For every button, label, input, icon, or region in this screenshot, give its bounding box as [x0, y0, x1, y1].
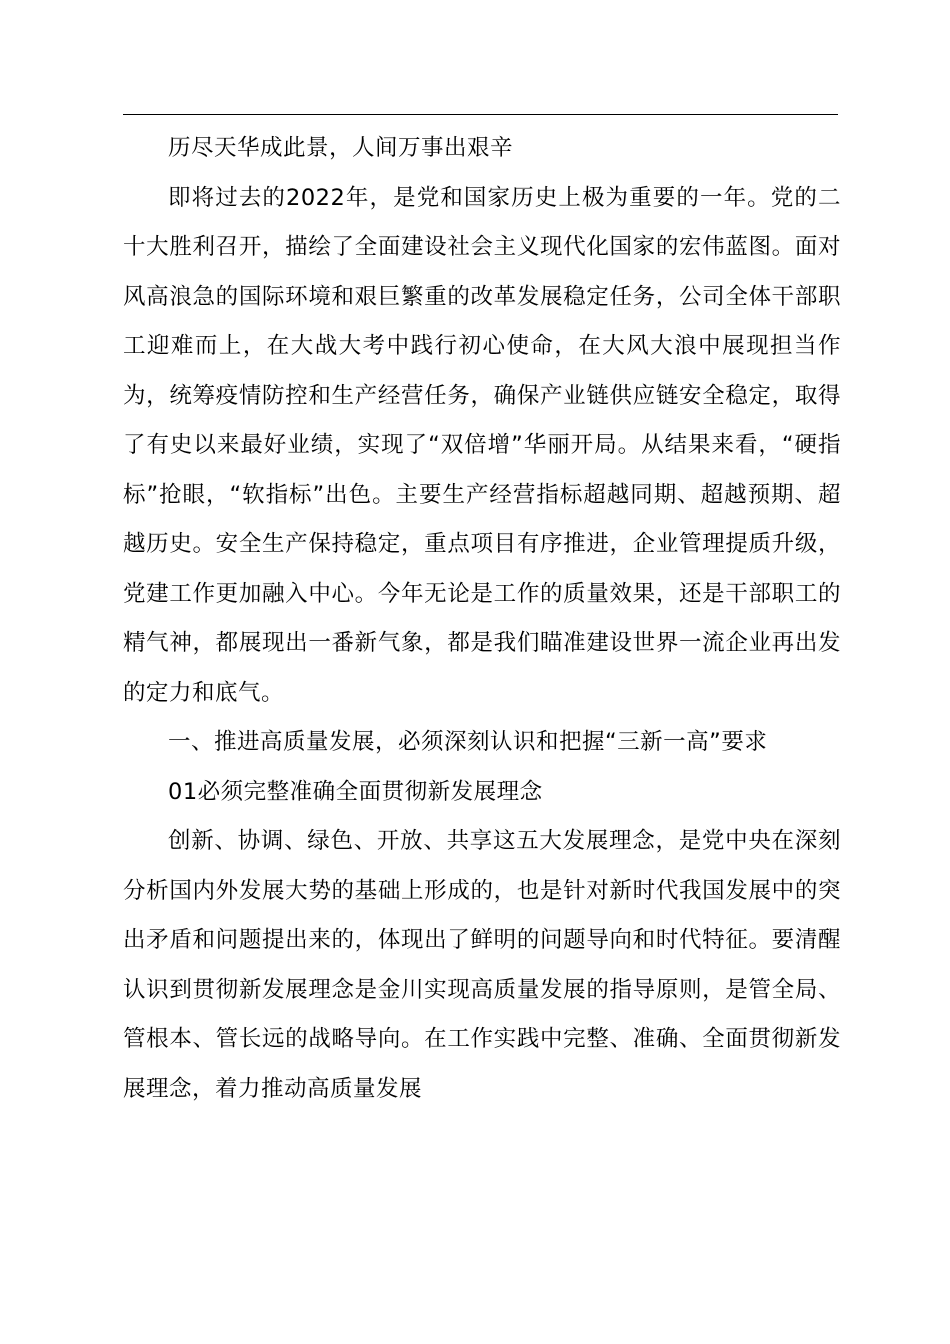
subsection-title: 01必须完整准确全面贯彻新发展理念 [168, 778, 543, 805]
header-rule [123, 114, 838, 115]
document-body [123, 124, 841, 1114]
subsection-heading: 一、推进高质量发展，必须深刻认识和把握“三新一高”要求 [168, 729, 768, 755]
section-heading: 历尽天华成此景，人间万事出艰辛 [168, 135, 514, 161]
body-paragraph: 创新、协调、绿色、开放、共享这五大发展理念，是党中央在深刻分析国内外发展大势的基础上形成的，也是针对新时代我国发展中的突出矛盾和问题提出来的，体现出了鲜明的问题导向和时代特征。要清醒认识到贯彻新发展理念是金川实现高质量发展的指导原则，是管全局、管根本、管长远的战略导向。在工作实践中完整、准确、全面贯彻新发展理念，着力推动高质量发展 [123, 828, 841, 1102]
body-paragraph: 即将过去的2022年，是党和国家历史上极为重要的一年。党的二十大胜利召开，描绘了全面建设社会主义现代化国家的宏伟蓝图。面对风高浪急的国际环境和艰巨繁重的改革发展稳定任务，公司全体干部职工迎难而上，在大战大考中践行初心使命，在大风大浪中展现担当作为，统筹疫情防控和生产经营任务，确保产业链供应链安全稳定，取得了有史以来最好业绩，实现了“双倍增”华丽开局。从结果来看，“硬指标”抢眼，“软指标”出色。主要生产经营指标超越同期、超越预期、超越历史。安全生产保持稳定，重点项目有序推进，企业管理提质升级，党建工作更加融入中心。今年无论是工作的质量效果，还是干部职工的精气神，都展现出一番新气象，都是我们瞄准建设世界一流企业再出发的定力和底气。 [123, 184, 841, 706]
